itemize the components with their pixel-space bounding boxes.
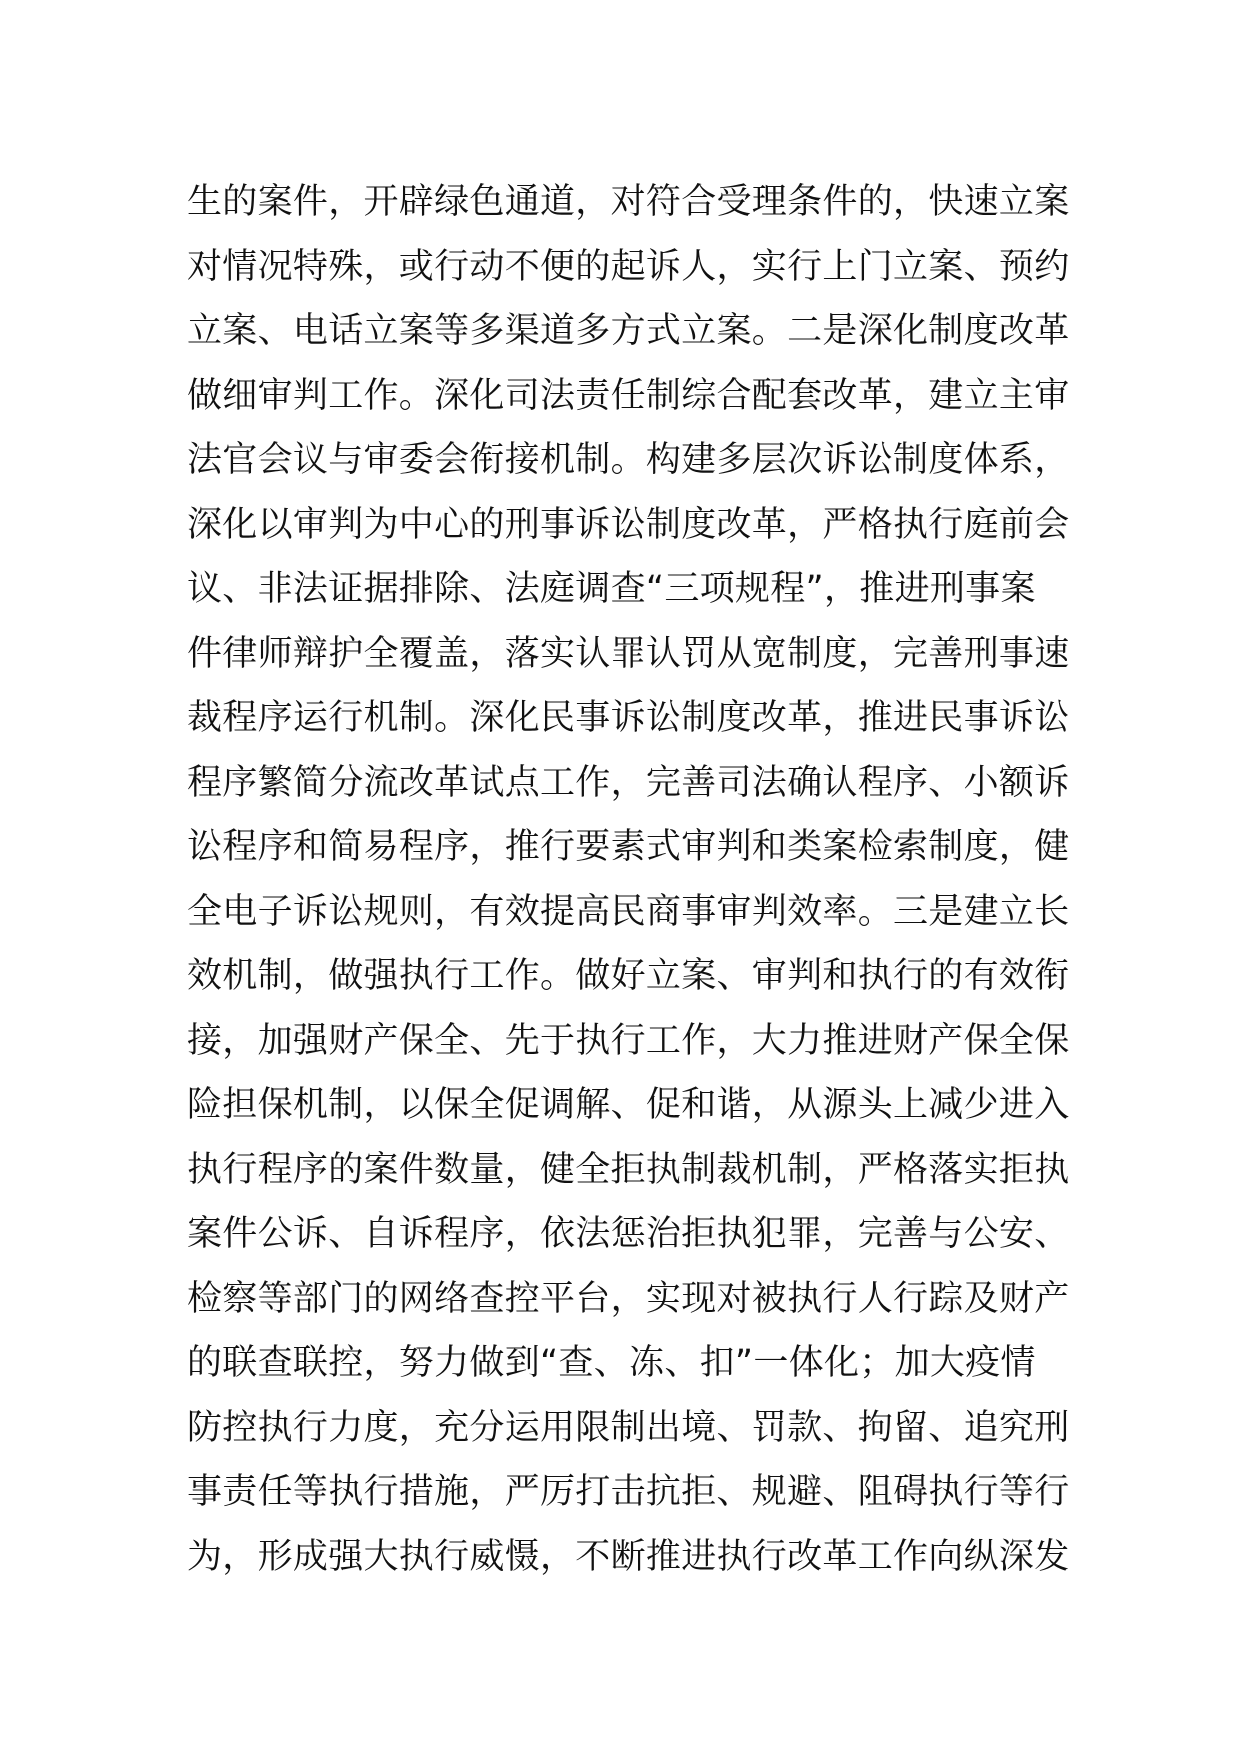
text-line: 程序繁简分流改革试点工作，完善司法确认程序、小额诉: [187, 762, 1070, 803]
text-line: 裁程序运行机制。深化民事诉讼制度改革，推进民事诉讼: [187, 698, 1070, 738]
text-line: 深化以审判为中心的刑事诉讼制度改革，严格执行庭前会: [187, 504, 1070, 545]
text-line: 件律师辩护全覆盖，落实认罪认罚从宽制度，完善刑事速: [187, 633, 1070, 674]
text-line: 做细审判工作。深化司法责任制综合配套改革，建立主审: [187, 375, 1070, 416]
text-line: 立案、电话立案等多渠道多方式立案。二是深化制度改革: [187, 311, 1070, 351]
body-text: [187, 170, 1070, 1589]
text-line: 事责任等执行措施，严厉打击抗拒、规避、阻碍执行等行: [187, 1472, 1070, 1512]
text-line: 全电子诉讼规则，有效提高民商事审判效率。三是建立长: [187, 891, 1070, 932]
text-line: 议、非法证据排除、法庭调查“三项规程”，推进刑事案: [187, 569, 1036, 609]
text-line: 案件公诉、自诉程序，依法惩治拒执犯罪，完善与公安、: [187, 1214, 1070, 1254]
text-line: 的联查联控，努力做到“查、冻、扣”一体化；加大疫情: [187, 1343, 1036, 1383]
text-line: 险担保机制，以保全促调解、促和谐，从源头上减少进入: [187, 1085, 1070, 1125]
text-line: 检察等部门的网络查控平台，实现对被执行人行踪及财产: [187, 1278, 1070, 1319]
text-line: 效机制，做强执行工作。做好立案、审判和执行的有效衔: [187, 956, 1070, 996]
text-line: 法官会议与审委会衔接机制。构建多层次诉讼制度体系，: [187, 440, 1070, 480]
text-line: 执行程序的案件数量，健全拒执制裁机制，严格落实拒执: [187, 1149, 1070, 1190]
text-line: 对情况特殊，或行动不便的起诉人，实行上门立案、预约: [187, 246, 1070, 287]
text-line: 接，加强财产保全、先于执行工作，大力推进财产保全保: [187, 1020, 1070, 1061]
text-line: 防控执行力度，充分运用限制出境、罚款、拘留、追究刑: [187, 1407, 1070, 1448]
text-line: 讼程序和简易程序，推行要素式审判和类案检索制度，健: [187, 827, 1070, 867]
text-line: 生的案件，开辟绿色通道，对符合受理条件的，快速立案: [187, 182, 1070, 222]
text-line: 为，形成强大执行威慑，不断推进执行改革工作向纵深发: [187, 1536, 1070, 1577]
